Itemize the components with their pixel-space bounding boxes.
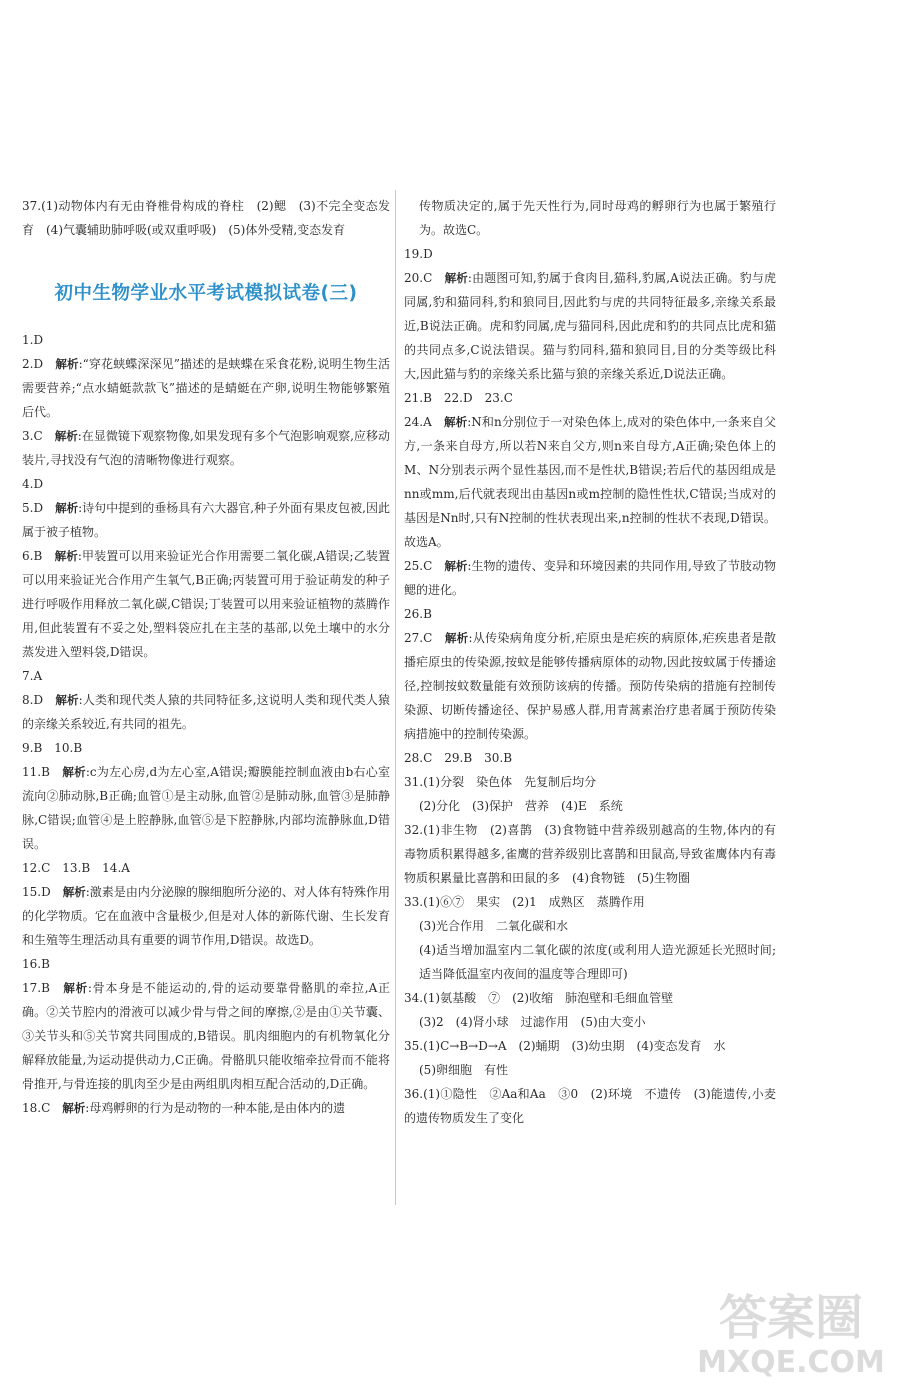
answer-number: 21.B 22.D 23.C bbox=[404, 391, 513, 405]
analysis-label: 解析 bbox=[55, 501, 79, 515]
answer-text: (1)C→B→D→A (2)蛹期 (3)幼虫期 (4)变态发育 水 bbox=[423, 1039, 726, 1053]
answer-subline: (3)光合作用 二氧化碳和水 bbox=[419, 919, 568, 933]
answer-item bbox=[404, 626, 776, 746]
analysis-label: 解析 bbox=[444, 271, 468, 285]
right-column bbox=[404, 194, 776, 1130]
answer-number: 28.C 29.B 30.B bbox=[404, 751, 513, 765]
answer-text: :激素是由内分泌腺的腺细胞所分泌的、对人体有特殊作用的化学物质。它在血液中含量极少,但是对人体的新陈代谢、生长发育和生殖等生理活动具有重要的调节作用,D错误。故选D。 bbox=[22, 885, 390, 947]
answer-number: 16.B bbox=[22, 957, 50, 971]
answer-number: 37. bbox=[22, 199, 42, 213]
answer-number: 26.B bbox=[404, 607, 432, 621]
answer-item bbox=[404, 554, 776, 602]
answer-item bbox=[22, 952, 390, 976]
analysis-label: 解析 bbox=[63, 981, 88, 995]
answer-text: (1)①隐性 ②Aa和Aa ③0 (2)环境 不遗传 (3)能遗传,小麦的遗传物质发生了变化 bbox=[404, 1087, 776, 1125]
answer-item bbox=[404, 410, 776, 554]
answer-number: 5.D bbox=[22, 501, 44, 515]
answer-item bbox=[22, 352, 390, 424]
analysis-label: 解析 bbox=[55, 693, 79, 707]
answer-item bbox=[22, 496, 390, 544]
answer-item bbox=[22, 544, 390, 664]
answer-number: 33. bbox=[404, 895, 424, 909]
answer-text: :N和n分别位于一对染色体上,成对的染色体中,一条来自父方,一条来自母方,所以若N来自父方,则n来自母方,A正确;染色体上的M、N分别表示两个显性基因,而不是性状,B错误;若后代的基因组成是nn或mm,后代就表现出由基因n或m控制的隐性性状,C错误;当成对的基因是Nn时,只有N控制的性状表现出来,n控制的性状不表现,D错误。故选A。 bbox=[404, 415, 777, 549]
answer-number: 36. bbox=[404, 1087, 424, 1101]
answer-number: 32. bbox=[404, 823, 424, 837]
answer-item bbox=[22, 664, 390, 688]
answer-number: 25.C bbox=[404, 559, 433, 573]
answer-text: (1)非生物 (2)喜鹊 (3)食物链中营养级别越高的生物,体内的有毒物质积累得越多,雀鹰的营养级别比喜鹊和田鼠高,导致雀鹰体内有毒物质积累量比喜鹊和田鼠的多 (4)食物链 (5)生物圈 bbox=[404, 823, 776, 885]
answer-list-right bbox=[404, 194, 776, 1130]
answer-subline: (3)2 (4)肾小球 过滤作用 (5)由大变小 bbox=[419, 1015, 646, 1029]
answer-number: 4.D bbox=[22, 477, 44, 491]
analysis-label: 解析 bbox=[444, 559, 468, 573]
answer-text: 传物质决定的,属于先天性行为,同时母鸡的孵卵行为也属于繁殖行为。故选C。 bbox=[419, 199, 776, 237]
answer-number: 31. bbox=[404, 775, 424, 789]
analysis-label: 解析 bbox=[55, 357, 79, 371]
answer-number: 27.C bbox=[404, 631, 433, 645]
answer-text: :甲装置可以用来验证光合作用需要二氧化碳,A错误;乙装置可以用来验证光合作用产生氧气,B正确;丙装置可用于验证萌发的种子进行呼吸作用释放二氧化碳,C错误;丁装置可以用来验证植物的蒸腾作用,但此装置有不妥之处,塑料袋应扎在主茎的基部,以免土壤中的水分蒸发进入塑料袋,D错误。 bbox=[22, 549, 390, 659]
answer-subline: (5)卵细胞 有性 bbox=[419, 1063, 508, 1077]
answer-item bbox=[404, 602, 776, 626]
answer-number: 18.C bbox=[22, 1101, 51, 1115]
answer-item bbox=[22, 424, 390, 472]
analysis-label: 解析 bbox=[444, 631, 469, 645]
answer-text: :在显微镜下观察物像,如果发现有多个气泡影响观察,应移动装片,寻找没有气泡的清晰物像进行观察。 bbox=[22, 429, 390, 467]
answer-text: :诗句中提到的垂杨具有六大器官,种子外面有果皮包被,因此属于被子植物。 bbox=[22, 501, 390, 539]
answer-list-left bbox=[22, 328, 390, 1120]
answer-text: :由题图可知,豹属于食肉目,猫科,豹属,A说法正确。豹与虎同属,豹和猫同科,豹和狼同目,因此豹与虎的共同特征最多,亲缘关系最近,B说法正确。虎和豹同属,虎与猫同科,因此虎和豹的共同点比虎和猫的共同点多,C说法错误。猫与豹同科,猫和狼同目,目的分类等级比科大,因此猫与豹的亲缘关系比猫与狼的亲缘关系近,D说法正确。 bbox=[404, 271, 776, 381]
answer-item bbox=[404, 1082, 776, 1130]
answer-number: 35. bbox=[404, 1039, 424, 1053]
answer-number: 19.D bbox=[404, 247, 433, 261]
answer-number: 1.D bbox=[22, 333, 44, 347]
answer-number: 20.C bbox=[404, 271, 433, 285]
analysis-label: 解析 bbox=[54, 429, 78, 443]
answer-item bbox=[404, 818, 776, 890]
analysis-label: 解析 bbox=[62, 1101, 86, 1115]
previous-answers bbox=[22, 194, 390, 242]
answer-number: 24.A bbox=[404, 415, 432, 429]
answer-number: 6.B bbox=[22, 549, 43, 563]
answer-item bbox=[22, 760, 390, 856]
analysis-label: 解析 bbox=[443, 415, 468, 429]
answer-number: 8.D bbox=[22, 693, 44, 707]
answer-number: 3.C bbox=[22, 429, 43, 443]
answer-text: :c为左心房,d为左心室,A错误;瓣膜能控制血液由b右心室流向②肺动脉,B正确;血管①是主动脉,血管②是肺动脉,血管③是肺静脉,C错误;血管④是上腔静脉,血管⑤是下腔静脉,内部均流静脉血,D错误。 bbox=[22, 765, 391, 851]
column-divider bbox=[395, 190, 396, 1205]
answer-item bbox=[404, 890, 776, 986]
answer-text: :“穿花蛱蝶深深见”描述的是蛱蝶在采食花粉,说明生物生活需要营养;“点水蜻蜓款款飞”描述的是蜻蜓在产卵,说明生物能够繁殖后代。 bbox=[22, 357, 391, 419]
answer-item bbox=[404, 986, 776, 1034]
answer-number: 17.B bbox=[22, 981, 50, 995]
answer-number: 7.A bbox=[22, 669, 43, 683]
answer-item bbox=[22, 328, 390, 352]
answer-text: :骨本身是不能运动的,骨的运动要靠骨骼肌的牵拉,A正确。②关节腔内的滑液可以减少骨与骨之间的摩擦,②是由①关节囊、③关节头和⑤关节窝共同围成的,B错误。肌肉细胞内的有机物氧化分解释放能量,为运动提供动力,C正确。骨骼肌只能收缩牵拉骨而不能将骨推开,与骨连接的肌肉至少是由两组肌肉相互配合活动的,D正确。 bbox=[22, 981, 390, 1091]
answer-item bbox=[404, 1034, 776, 1082]
left-column bbox=[22, 194, 390, 1120]
answer-item bbox=[22, 976, 390, 1096]
answer-item bbox=[404, 242, 776, 266]
answer-number: 12.C 13.B 14.A bbox=[22, 861, 130, 875]
analysis-label: 解析 bbox=[54, 549, 78, 563]
answer-text: (1)氨基酸 ⑦ (2)收缩 肺泡壁和毛细血管壁 bbox=[423, 991, 674, 1005]
answer-text: :人类和现代类人猿的共同特征多,这说明人类和现代类人猿的亲缘关系较近,有共同的祖先。 bbox=[22, 693, 390, 731]
answer-number: 34. bbox=[404, 991, 424, 1005]
answer-subline: (2)分化 (3)保护 营养 (4)E 系统 bbox=[419, 799, 623, 813]
answer-item bbox=[22, 880, 390, 952]
answer-item bbox=[22, 856, 390, 880]
answer-item bbox=[22, 688, 390, 736]
answer-item bbox=[404, 386, 776, 410]
answer-item bbox=[404, 266, 776, 386]
answer-text: (1)⑥⑦ 果实 (2)1 成熟区 蒸腾作用 bbox=[423, 895, 645, 909]
answer-number: 11.B bbox=[22, 765, 50, 779]
answer-item bbox=[22, 194, 390, 242]
answer-text: :母鸡孵卵的行为是动物的一种本能,是由体内的遗 bbox=[85, 1101, 346, 1115]
answer-item bbox=[22, 736, 390, 760]
answer-number: 2.D bbox=[22, 357, 44, 371]
analysis-label: 解析 bbox=[62, 885, 86, 899]
answer-subline: (4)适当增加温室内二氧化碳的浓度(或利用人造光源延长光照时间;适当降低温室内夜间的温度等合理即可) bbox=[419, 943, 776, 981]
answer-item bbox=[22, 1096, 390, 1120]
watermark-logo bbox=[686, 1276, 896, 1384]
answer-number: 9.B 10.B bbox=[22, 741, 83, 755]
svg-text:答案圈: 答案圈 bbox=[718, 1290, 864, 1346]
section-title: 初中生物学业水平考试模拟试卷(三) bbox=[54, 283, 358, 304]
answer-text: :从传染病角度分析,疟原虫是疟疾的病原体,疟疾患者是散播疟原虫的传染源,按蚊是能够传播病原体的动物,因此按蚊属于传播途径,控制按蚊数量能有效预防该病的传播。预防传染病的措施有控制传染源、切断传播途径、保护易感人群,用青蒿素治疗患者属于预防传染病措施中的控制传染源。 bbox=[404, 631, 776, 741]
answer-item bbox=[404, 770, 776, 818]
answer-text: (1)动物体内有无由脊椎骨构成的脊柱 (2)鳃 (3)不完全变态发育 (4)气囊辅助肺呼吸(或双重呼吸) (5)体外受精,变态发育 bbox=[22, 199, 390, 237]
analysis-label: 解析 bbox=[62, 765, 86, 779]
answer-item bbox=[22, 472, 390, 496]
answer-item bbox=[404, 746, 776, 770]
answer-text: (1)分裂 染色体 先复制后均分 bbox=[423, 775, 597, 789]
answer-number: 15.D bbox=[22, 885, 51, 899]
answer-text: :生物的遗传、变异和环境因素的共同作用,导致了节肢动物鳃的进化。 bbox=[404, 559, 776, 597]
svg-text:MXQE.COM: MXQE.COM bbox=[697, 1345, 885, 1380]
answer-item bbox=[404, 194, 776, 242]
